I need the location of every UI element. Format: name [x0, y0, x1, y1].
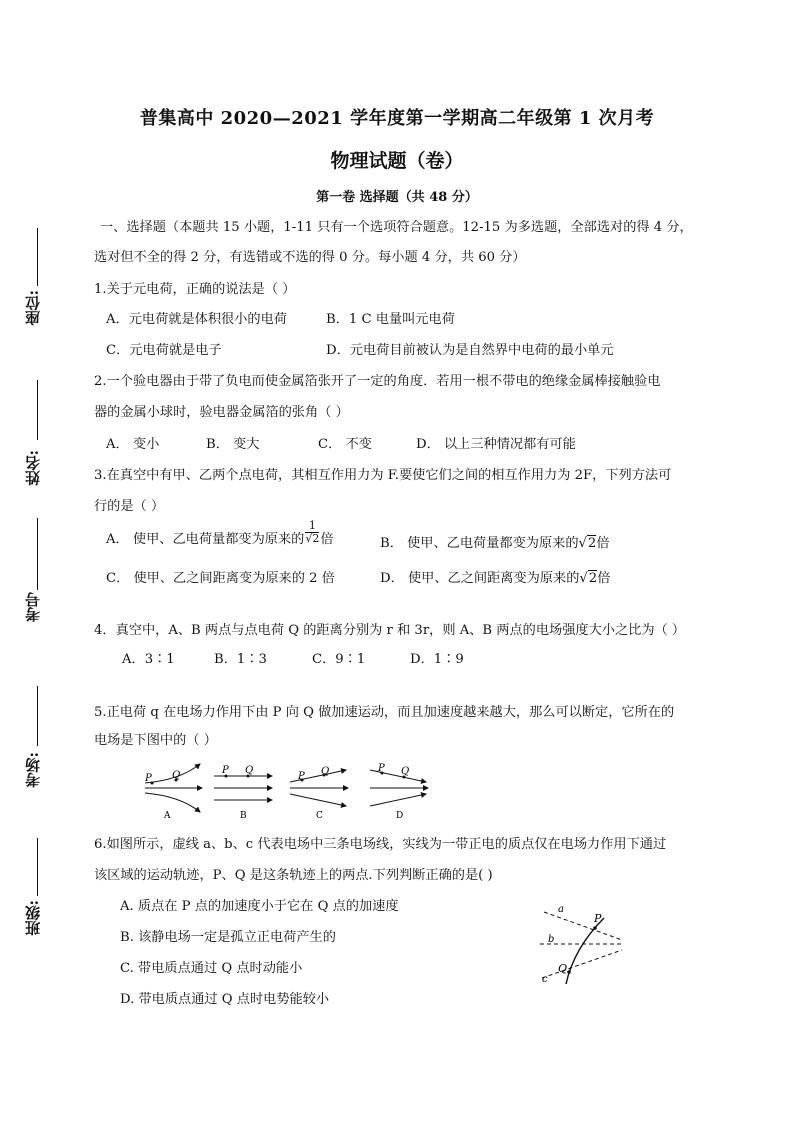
- q3-option-d-text: D． 使甲、乙之间距离变为原来的: [380, 571, 580, 586]
- q3-option-b-text: B． 使甲、乙电荷量都变为原来的: [380, 536, 579, 551]
- q6-fig-label-c: c: [542, 974, 548, 985]
- exam-title: 普集高中 2020—2021 学年度第一学期高二年级第 1 次月考: [139, 108, 655, 129]
- q3-option-d-suffix: 倍: [597, 571, 611, 586]
- q5-figure-a: [144, 764, 202, 820]
- q6-option-c: C. 带电质点通过 Q 点时动能小: [120, 961, 303, 976]
- side-label-exam-no: 考号: [24, 592, 42, 622]
- q5-figure-d-label: D: [396, 811, 404, 820]
- binding-line-room: [37, 686, 38, 746]
- instructions-line-2: 选对但不全的得 2 分，有选错或不选的得 0 分。每小题 4 分，共 60 分）: [94, 250, 526, 265]
- fraction-numerator: 1: [305, 520, 319, 533]
- q5-c-p-label: P: [298, 771, 305, 782]
- q3-option-d: [380, 571, 610, 587]
- sqrt-two: √2: [579, 571, 598, 586]
- q5-stem-line-2: 电场是下图中的（ ）: [94, 733, 217, 748]
- q5-figure-d: [370, 763, 428, 820]
- q5-figure-c: [290, 766, 348, 820]
- q5-b-p-label: P: [222, 765, 229, 776]
- q3-option-c: C． 使甲、乙之间距离变为原来的 2 倍: [106, 571, 335, 586]
- q6-fig-label-p: P: [594, 912, 602, 925]
- q4-stem: 4．真空中，A、B 两点与点电荷 Q 的距离分别为 r 和 3r，则 A、B 两点的电场强度大小之比为（ ）: [94, 623, 686, 638]
- q2-stem-line-2: 器的金属小球时，验电器金属箔的张角（ ）: [94, 405, 349, 420]
- q3-option-a-text: A． 使甲、乙电荷量都变为原来的: [106, 532, 305, 547]
- fraction-one-over-root-two: [305, 520, 319, 545]
- subject-title: 物理试题（卷）: [330, 150, 464, 172]
- sqrt-two: √2: [578, 536, 597, 551]
- side-label-seat: 座位:: [24, 290, 42, 326]
- binding-line-seat: [37, 228, 38, 286]
- sqrt-radicand: 2: [587, 536, 597, 551]
- q4-option-c: C．9∶1: [312, 652, 366, 667]
- q3-stem-line-1: 3.在真空中有甲、乙两个点电荷，其相互作用力为 F.要使它们之间的相互作用力为 2F，下列方法可: [94, 468, 672, 483]
- q5-figure-a-label: A: [164, 811, 171, 820]
- instructions-line-1: 一、选择题（本题共 15 小题，1-11 只有一个选项符合题意。12-15 为多选题，全部选对的得 4 分，: [100, 220, 693, 235]
- binding-line-class: [37, 838, 38, 896]
- q6-fig-label-b: b: [548, 934, 555, 945]
- q4-option-b: B．1∶3: [214, 652, 267, 667]
- q6-option-a: A. 质点在 P 点的加速度小于它在 Q 点的加速度: [120, 899, 399, 914]
- q2-option-b: B． 变大: [206, 437, 260, 452]
- q2-option-c: C． 不变: [318, 437, 372, 452]
- q5-figure-b-label: B: [240, 811, 247, 820]
- q5-stem-line-1: 5.正电荷 q 在电场力作用下由 P 向 Q 做加速运动，而且加速度越来越大，那么可以断定，它所在的: [94, 705, 675, 720]
- q6-stem-line-1: 6.如图所示，虚线 a、b、c 代表电场中三条电场线，实线为一带正电的质点仅在电场力作用下通过: [94, 837, 667, 852]
- q5-b-q-label: Q: [245, 765, 254, 776]
- q5-d-p-label: P: [378, 763, 385, 774]
- q6-fig-label-q: Q: [558, 962, 568, 975]
- q1-option-d: D．元电荷目前被认为是自然界中电荷的最小单元: [326, 343, 614, 358]
- side-label-name: 姓名:: [24, 450, 42, 486]
- q5-figure-c-label: C: [316, 811, 323, 820]
- sqrt-radicand: 2: [588, 571, 598, 586]
- q1-option-a: A．元电荷就是体积很小的电荷: [106, 312, 287, 327]
- q6-trajectory-figure: [534, 898, 634, 990]
- q5-a-q-label: Q: [172, 770, 181, 781]
- q3-option-b-suffix: 倍: [596, 536, 610, 551]
- q6-option-d: D. 带电质点通过 Q 点时电势能较小: [120, 992, 330, 1007]
- q4-option-d: D．1∶9: [410, 652, 464, 667]
- q2-option-a: A． 变小: [106, 437, 160, 452]
- q1-stem: 1.关于元电荷，正确的说法是（ ）: [94, 282, 296, 297]
- q5-c-q-label: Q: [321, 766, 330, 777]
- q5-field-line-figures: [140, 758, 450, 820]
- q3-option-a: [106, 519, 334, 548]
- q6-stem-line-2: 该区域的运动轨迹，P、Q 是这条轨迹上的两点.下列判断正确的是( ): [94, 868, 493, 883]
- q1-option-c: C．元电荷就是电子: [106, 343, 222, 358]
- fraction-denominator-radicand: 2: [312, 532, 320, 545]
- q5-figure-b: [214, 765, 272, 820]
- q2-option-d: D． 以上三种情况都有可能: [416, 437, 576, 452]
- q6-option-b: B. 该静电场一定是孤立正电荷产生的: [120, 930, 336, 945]
- fraction-denominator: √2: [305, 532, 320, 545]
- q5-a-p-label: P: [145, 773, 152, 784]
- q1-option-b: B．1 C 电量叫元电荷: [326, 312, 455, 327]
- q4-option-a: A．3∶1: [122, 652, 175, 667]
- binding-line-exam-no: [37, 518, 38, 590]
- q2-stem-line-1: 2.一个验电器由于带了负电而使金属箔张开了一定的角度．若用一根不带电的绝缘金属棒接触验电: [94, 374, 661, 389]
- q6-fig-label-a: a: [558, 904, 564, 915]
- q3-stem-line-2: 行的是（ ）: [94, 499, 165, 514]
- q3-option-b: [380, 536, 610, 552]
- q5-d-q-label: Q: [401, 766, 410, 777]
- section-title: 第一卷 选择题（共 48 分）: [316, 190, 478, 205]
- binding-line-name: [37, 380, 38, 440]
- side-label-class: 班级:: [24, 900, 42, 936]
- q3-option-a-suffix: 倍: [320, 532, 334, 547]
- side-label-room: 考场:: [24, 752, 42, 788]
